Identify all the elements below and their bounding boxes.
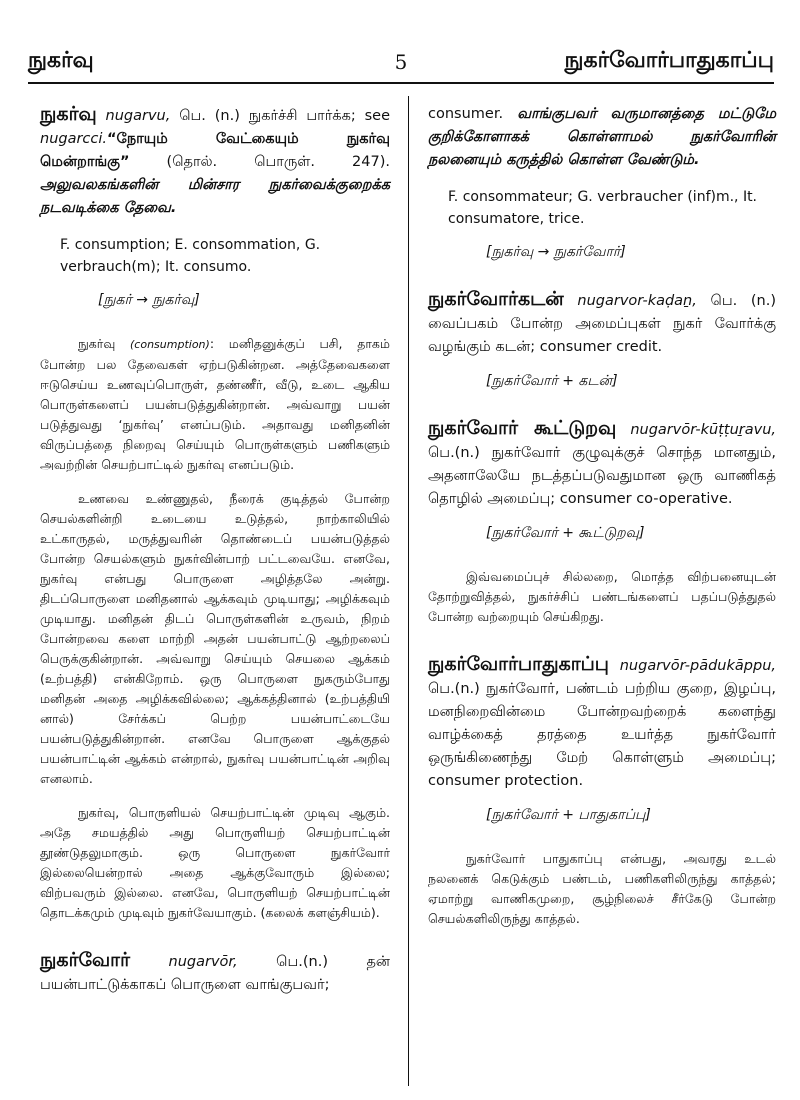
definition: பெ.(n.) நுகர்வோர், பண்டம் பற்றிய குறை, இழப்பு, மனநிறைவின்மை போன்றவற்றைக் களைந்து வாழ்க்கைத் தரத்தை உயர்த்த நுகர்வோர் ஒருங்கிணைந்து மேற் கொள்ளும் அமைப்பு; consumer protection.: [428, 681, 776, 789]
etymology: [நுகர் → நுகர்வு]: [98, 292, 200, 308]
entry-nugarvor-kadan: [428, 288, 776, 359]
header-rule: [28, 82, 774, 84]
explanation-paragraph: நுகர்வு, பொருளியல் செயற்பாட்டின் முடிவு ஆகும். அதே சமயத்தில் அது பொருளியற் செயற்பாட்டின் தூண்டுதலுமாகும். ஒரு பொருளை நுகர்வோர் இல்லையென்றால் அதை ஆக்குவோரும் இல்லை; விற்பவரும் இல்லை. எனவே, பொருளியற் செயற்பாட்டின் தொடக்கமும் முடிவும் நுகர்வேயாகும். (கலைக் களஞ்சியம்).: [40, 805, 390, 920]
usage-example: வாங்குபவர் வருமானத்தை மட்டுமே குறிக்கோளாகக் கொள்ளாமல் நுகர்வோரின் நலனையும் கருத்தில் கொள்ள வேண்டும்.: [428, 106, 776, 168]
left-column: [40, 103, 390, 997]
see-reference: nugarcci.: [40, 131, 108, 147]
transliteration: nugarvōr-pādukāppu,: [619, 658, 776, 674]
headword: நுகர்வு: [40, 103, 97, 125]
explanation-paragraph: இவ்வமைப்புச் சில்லறை, மொத்த விற்பனையுடன் தோற்றுவித்தல், நுகர்ச்சிப் பண்டங்களைப் பதப்படுத்துதல் போன்ற வற்றையும் செய்கிறது.: [428, 569, 776, 624]
etymology: [நுகர்வு → நுகர்வோர்]: [486, 244, 626, 260]
entry-nugarvu: [40, 103, 390, 220]
transliteration: nugarvu,: [105, 108, 171, 124]
transliteration: nugarvōr-kūṭṭuṟavu,: [630, 422, 776, 438]
headword: நுகர்வோர்: [40, 949, 131, 971]
definition: பெ.(n.) தன் பயன்பாட்டுக்காகப் பொருளை வாங்குபவர்;: [40, 954, 390, 993]
headword: நுகர்வோர்பாதுகாப்பு: [428, 653, 609, 675]
column-divider: [408, 96, 409, 1086]
entry-nugarvor-padukappu: [428, 653, 776, 793]
entry-nugarvor: [40, 949, 390, 997]
etymology: [நுகர்வோர் + கூட்டுறவு]: [486, 525, 645, 541]
definition: பெ.(n.) நுகர்வோர் குழுவுக்குச் சொந்த மானதும், அதனாலேயே நடத்தப்படுவதுமான ஒரு வாணிகத் தொழில் அமைப்பு; consumer co-operative.: [428, 445, 776, 507]
entry-continuation: [428, 103, 776, 172]
right-column: [428, 103, 776, 929]
explanation-paragraph: நுகர்வோர் பாதுகாப்பு என்பது, அவரது உடல் நலனைக் கெடுக்கும் பண்டம், பணிகளிலிருந்து காத்தல்; ஏமாற்று வாணிகமுறை, சூழ்நிலைச் சீர்கேடு போன்ற செயல்களிலிருந்து காத்தல்.: [428, 851, 776, 926]
definition: பெ. (n.) நுகர்ச்சி பார்க்க; see: [170, 108, 390, 124]
page-header: [28, 48, 774, 82]
explanation-paragraph: உணவை உண்ணுதல், நீரைக் குடித்தல் போன்ற செயல்களின்றி உடையை உடுத்தல், நாற்காலியில் உட்காருதல், மருத்துவரின் தொண்டைப் பயன்படுத்தல் போன்ற செயல்களும் நுகர்வின்பாற் பட்டவையே. எனவே, நுகர்வு என்பது பொருளை அழித்தலே அன்று. திடப்பொருளை மனிதனால் ஆக்கவும் முடியாது; அழிக்கவும் முடியாது. மனிதன் திடப் பொருள்களின் உருவம், நிறம் போன்றவை களை மாற்றி அதன் பயன்பாட்டு ஆற்றலைப் பெருக்குகின்றான். அவ்வாறு செய்யும் செயலை ஆக்கம் (உற்பத்தி) என்கிறோம். ஒரு பொருளை நுகரும்போது மனிதன் அதை அழிக்கவில்லை; ஆக்கத்தினால் (உற்பத்தியி னால்) சேர்க்கப் பெற்ற பயன்பாட்டையே பயன்படுத்துகின்றான். எனவே பொருளை ஆக்குதல் பயன்பாட்டின் ஆக்கம் என்றால், நுகர்வு பயன்பாட்டின் அறிவு எனலாம்.: [40, 491, 390, 786]
headword: நுகர்வோர் கூட்டுறவு: [428, 417, 617, 439]
english-gloss: (consumption): [130, 338, 210, 351]
usage-example: அலுவலகங்களின் மின்சார நுகர்வைக்குறைக்க நடவடிக்கை தேவை.: [40, 177, 390, 216]
definition: பெ. (n.) வைப்பகம் போன்ற அமைப்புகள் நுகர் வோர்க்கு வழங்கும் கடன்; consumer credit.: [428, 293, 776, 355]
etymology: [நுகர்வோர் + பாதுகாப்பு]: [486, 807, 651, 823]
english-gloss: consumer.: [428, 106, 504, 122]
transliteration: nugarvōr,: [168, 954, 238, 970]
running-head-right: நுகர்வோர்பாதுகாப்பு: [564, 48, 774, 73]
quotation: “நோயும் வேட்கையும் நுகர்வு மென்றாங்கு”: [40, 131, 390, 170]
foreign-equivalents: F. consommateur; G. verbraucher (inf)m., It. consumatore, trice.: [448, 189, 758, 227]
headword: நுகர்வோர்கடன்: [428, 288, 564, 310]
transliteration: nugarvor-kaḍaṉ,: [577, 293, 697, 309]
page-number: 5: [394, 50, 408, 74]
citation: (தொல். பொருள். 247).: [129, 154, 390, 170]
foreign-equivalents: F. consumption; E. consommation, G. verbrauch(m); It. consumo.: [60, 237, 321, 275]
running-head-left: நுகர்வு: [28, 48, 94, 73]
etymology: [நுகர்வோர் + கடன்]: [486, 373, 618, 389]
explanation-paragraph: நுகர்வு (consumption): மனிதனுக்குப் பசி, தாகம் போன்ற பல தேவைகள் ஏற்படுகின்றன. அத்தேவைகளை ஈடுசெய்ய உணவுப்பொருள், தண்ணீர், வீடு, உடை ஆகிய பொருள்களைப் பயன்படுத்துகின்றான். அவ்வாறு பயன் படுத்துவது ‘நுகர்வு’ எனப்படும். அதாவது மனிதனின் விருப்பத்தை நிறைவு செய்யும் பொருள்களும் பணிகளும் அவற்றின் செயற்பாட்டில் நுகர்வு எனப்படும்.: [40, 336, 390, 472]
entry-nugarvor-kootturavu: [428, 417, 776, 511]
